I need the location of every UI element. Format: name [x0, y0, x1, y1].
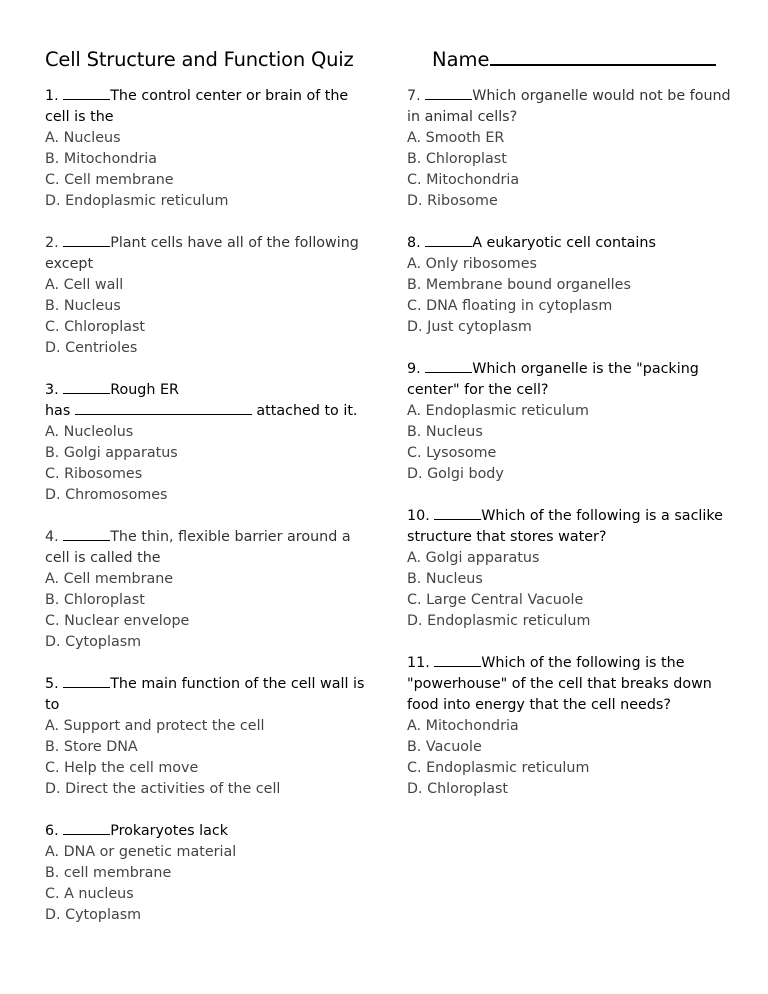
option-b: B. Store DNA [45, 739, 138, 755]
answer-blank[interactable] [425, 360, 472, 373]
option-c: C. Cell membrane [45, 172, 174, 188]
options [45, 842, 370, 926]
answer-blank[interactable] [63, 822, 110, 835]
option-b: B. Nucleus [407, 424, 483, 440]
question-stem: 9. Which organelle is the "packing center" for the cell? [407, 361, 699, 398]
question-2 [45, 233, 370, 359]
option-c: C. Nuclear envelope [45, 613, 190, 629]
question-5 [45, 674, 370, 800]
question-stem: 11. Which of the following is the "powerhouse" of the cell that breaks down food into energy that the cell needs? [407, 655, 712, 713]
question-8 [407, 233, 732, 338]
option-c: C. A nucleus [45, 886, 134, 902]
option-a: A. Support and protect the cell [45, 718, 265, 734]
question-stem: 8. A eukaryotic cell contains [407, 235, 656, 251]
name-field[interactable] [432, 48, 716, 71]
option-a: A. Golgi apparatus [407, 550, 540, 566]
option-d: D. Chloroplast [407, 781, 509, 797]
option-d: D. Cytoplasm [45, 634, 142, 650]
question-7 [407, 86, 732, 212]
option-b: B. Chloroplast [407, 151, 507, 167]
option-b: B. Membrane bound organelles [407, 277, 631, 293]
option-d: D. Centrioles [45, 340, 138, 356]
option-c: C. Endoplasmic reticulum [407, 760, 590, 776]
option-d: D. Chromosomes [45, 487, 168, 503]
question-4 [45, 527, 370, 653]
answer-blank[interactable] [63, 675, 110, 688]
option-a: A. Only ribosomes [407, 256, 537, 272]
option-b: B. Mitochondria [45, 151, 157, 167]
question-9 [407, 359, 732, 485]
option-a: A. Nucleus [45, 130, 121, 146]
option-b: B. Vacuole [407, 739, 482, 755]
option-a: A. Cell wall [45, 277, 124, 293]
option-c: C. Mitochondria [407, 172, 520, 188]
question-1 [45, 86, 370, 212]
options [407, 716, 732, 800]
option-d: D. Just cytoplasm [407, 319, 532, 335]
option-c: C. Chloroplast [45, 319, 146, 335]
answer-blank[interactable] [425, 87, 472, 100]
answer-blank[interactable] [434, 654, 481, 667]
question-stem: 3. Rough ER [45, 382, 179, 398]
options [407, 401, 732, 485]
options [407, 548, 732, 632]
option-d: D. Endoplasmic reticulum [407, 613, 591, 629]
option-b: B. Golgi apparatus [45, 445, 178, 461]
option-c: C. Lysosome [407, 445, 497, 461]
question-11 [407, 653, 732, 800]
option-c: C. Help the cell move [45, 760, 199, 776]
option-a: A. DNA or genetic material [45, 844, 237, 860]
option-a: A. Cell membrane [45, 571, 174, 587]
question-stem: 4. The thin, flexible barrier around a cell is called the [45, 529, 351, 566]
options [45, 422, 370, 506]
question-stem: 7. Which organelle would not be found in animal cells? [407, 88, 731, 125]
question-6 [45, 821, 370, 926]
option-a: A. Mitochondria [407, 718, 519, 734]
question-stem: 1. The control center or brain of the cell is the [45, 88, 349, 125]
option-d: D. Golgi body [407, 466, 504, 482]
option-c: C. Ribosomes [45, 466, 143, 482]
option-c: C. DNA floating in cytoplasm [407, 298, 613, 314]
question-3 [45, 380, 370, 506]
left-column [45, 86, 370, 926]
options [45, 128, 370, 212]
answer-blank[interactable] [63, 528, 110, 541]
question-stem: 6. Prokaryotes lack [45, 823, 229, 839]
options [45, 569, 370, 653]
option-a: A. Nucleolus [45, 424, 134, 440]
answer-blank[interactable] [63, 234, 110, 247]
option-b: B. cell membrane [45, 865, 172, 881]
option-a: A. Smooth ER [407, 130, 505, 146]
option-d: D. Ribosome [407, 193, 498, 209]
option-d: D. Cytoplasm [45, 907, 142, 923]
answer-blank[interactable] [63, 381, 110, 394]
options [407, 254, 732, 338]
option-a: A. Endoplasmic reticulum [407, 403, 589, 419]
option-d: D. Direct the activities of the cell [45, 781, 281, 797]
page-title: Cell Structure and Function Quiz [45, 48, 354, 71]
question-stem-line-2: has attached to it. [45, 403, 358, 419]
options [407, 128, 732, 212]
right-column [407, 86, 732, 800]
options [45, 275, 370, 359]
question-stem: 5. The main function of the cell wall is to [45, 676, 365, 713]
options [45, 716, 370, 800]
answer-blank[interactable] [434, 507, 481, 520]
name-blank-line[interactable] [490, 48, 716, 66]
question-stem: 10. Which of the following is a saclike structure that stores water? [407, 508, 723, 545]
option-c: C. Large Central Vacuole [407, 592, 584, 608]
option-b: B. Nucleus [407, 571, 483, 587]
option-d: D. Endoplasmic reticulum [45, 193, 229, 209]
answer-blank[interactable] [425, 234, 472, 247]
answer-blank[interactable] [63, 87, 110, 100]
question-stem: 2. Plant cells have all of the following except [45, 235, 359, 272]
name-label: Name [432, 48, 490, 71]
question-10 [407, 506, 732, 632]
option-b: B. Chloroplast [45, 592, 145, 608]
option-b: B. Nucleus [45, 298, 121, 314]
fill-in-blank[interactable] [75, 402, 252, 415]
